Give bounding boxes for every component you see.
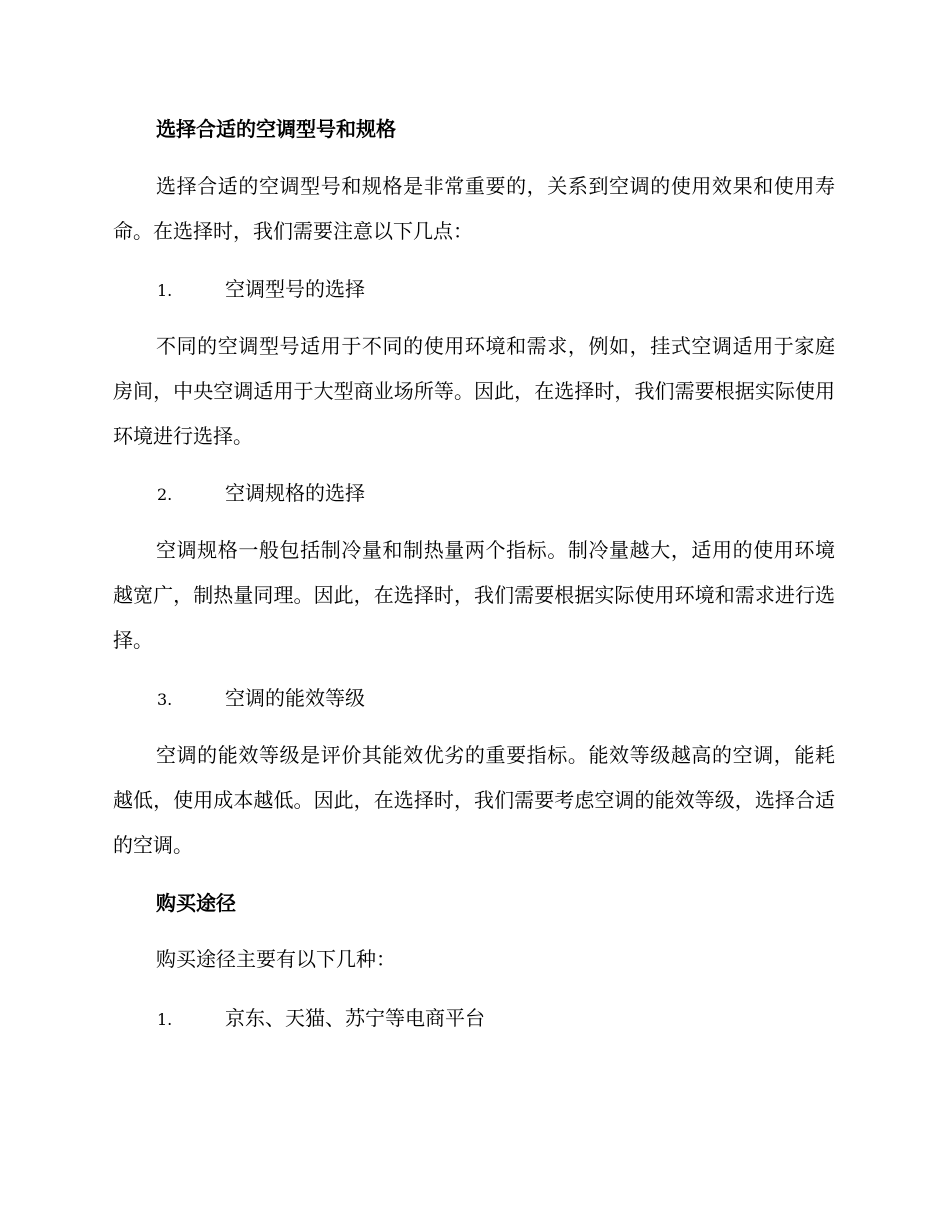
paragraph-spec-selection: 空调规格一般包括制冷量和制热量两个指标。制冷量越大，适用的使用环境越宽广，制热量同理。因此，在选择时，我们需要根据实际使用环境和需求进行选择。 bbox=[113, 538, 835, 652]
list-number: 1. bbox=[157, 1010, 173, 1029]
list-item-ecommerce bbox=[157, 1003, 485, 1035]
list-item-model-selection bbox=[157, 274, 365, 306]
section-title-purchase-channels: 购买途径 bbox=[156, 891, 236, 915]
section-title-model-spec: 选择合适的空调型号和规格 bbox=[156, 117, 396, 141]
section-intro-purchase-channels: 购买途径主要有以下几种： bbox=[156, 947, 396, 971]
list-number: 1. bbox=[157, 281, 173, 300]
section-intro-model-spec: 选择合适的空调型号和规格是非常重要的，关系到空调的使用效果和使用寿命。在选择时，我们需要注意以下几点： bbox=[113, 174, 835, 243]
list-label: 空调规格的选择 bbox=[225, 481, 365, 505]
list-item-spec-selection bbox=[157, 478, 365, 510]
list-label: 京东、天猫、苏宁等电商平台 bbox=[225, 1006, 485, 1030]
paragraph-model-selection: 不同的空调型号适用于不同的使用环境和需求，例如，挂式空调适用于家庭房间，中央空调适用于大型商业场所等。因此，在选择时，我们需要根据实际使用环境进行选择。 bbox=[113, 334, 835, 448]
list-number: 3. bbox=[157, 690, 173, 709]
list-label: 空调型号的选择 bbox=[225, 277, 365, 301]
paragraph-energy-grade: 空调的能效等级是评价其能效优劣的重要指标。能效等级越高的空调，能耗越低，使用成本越低。因此，在选择时，我们需要考虑空调的能效等级，选择合适的空调。 bbox=[113, 743, 835, 857]
list-item-energy-grade bbox=[157, 683, 365, 715]
list-label: 空调的能效等级 bbox=[225, 686, 365, 710]
list-number: 2. bbox=[157, 485, 173, 504]
